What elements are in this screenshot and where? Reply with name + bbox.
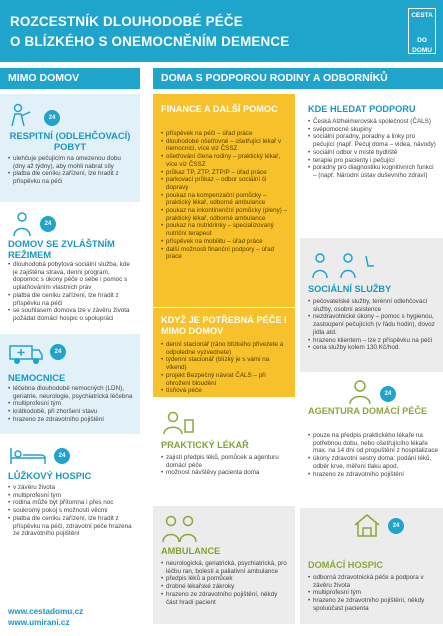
badge-24-icon: 24: [54, 448, 70, 464]
home-hospice-item: • multiprofesní tým: [308, 589, 438, 597]
home-hospice-list: [308, 574, 438, 613]
outside-care-item: • tísňová péče: [161, 387, 289, 395]
outside-care-list: [161, 341, 289, 395]
badge-24-icon: 24: [50, 344, 66, 360]
support-title: KDE HLEDAT PODPORU: [308, 104, 416, 114]
people-icon: [308, 252, 378, 280]
column-header-right: DOMA S PODPOROU RODINY A ODBORNÍKŮ: [153, 68, 443, 89]
logo-text-2: DO: [417, 36, 427, 44]
house-hands-icon: [352, 512, 382, 538]
home-hospice-item: • hrazeno ze zdravotního pojištění, někdy spoluúčast pacienta: [308, 597, 438, 612]
home-hospice-title: DOMÁCÍ HOSPIC: [308, 560, 384, 570]
ambulance-icon: [8, 340, 44, 366]
card-finance-orange: [153, 94, 295, 397]
gp-item: • zajistí předpis léků, pomůcek a agenturu domácí péče: [161, 454, 289, 469]
hospital-item: • krátkodobě, při zhoršení stavu: [8, 408, 134, 416]
bed-icon: [8, 442, 48, 468]
badge-24-icon: 24: [40, 216, 56, 232]
social-item: • nezdravotnické úkony – pomoc s hygienou, zastoupení pečujících (v řádu hodin), dovoz jídla atd.: [308, 313, 438, 336]
finance-item: • poukaz na nutridrinky – specializovaný nutriční terapeut: [161, 222, 289, 237]
finance-item: • poukaz na inkontinenční pomůcky (pleny) – praktický lékař, odborné ambulance: [161, 207, 289, 222]
respite-title: RESPITNÍ (ODLEHČOVACÍ) POBYT: [9, 130, 131, 152]
hospital-item: • multiprofesní tým: [8, 400, 134, 408]
finance-item: • průkaz TP, ZTP, ZTP/P – úřad práce: [161, 169, 289, 177]
badge-24-icon: 24: [388, 518, 404, 534]
ambulance-item: • hrazeno ze zdravotního pojištění, někdy část hradí pacient: [161, 591, 289, 606]
column-header-left: MIMO DOMOV: [0, 68, 140, 89]
card-agency: [300, 376, 443, 504]
home-item: • platba dle ceníku zařízení, lze hradit z příspěvku na péči: [8, 292, 134, 307]
card-inpatient-hospice: [0, 438, 140, 602]
social-item: • hrazeno klientem – lze z příspěvku na péči: [308, 337, 438, 345]
orange-divider: [153, 307, 295, 308]
inpatient-item: • v závěru života: [8, 484, 134, 492]
outside-care-item: • týdenní stacionář (blízký je s vámi na víkend): [161, 356, 289, 371]
agency-item: • hrazeno ze zdravotního pojištění: [308, 471, 438, 479]
url-umirani[interactable]: www.umirani.cz: [8, 618, 70, 627]
support-list: [308, 118, 438, 180]
agency-item: • pouze na předpis praktického lékaře na potřebnou dobu, nebo ošetřujícího lékaře max. na 14 dní od propuštění z hospitalizace: [308, 432, 438, 455]
inpatient-list: [8, 484, 134, 538]
logo-text-3: DOMU: [412, 47, 432, 54]
card-home: [0, 206, 140, 330]
finance-item: • další možnosti finanční podpory – úřad práce: [161, 246, 289, 261]
finance-item: • dlouhodobé ošetřovné – ošetřující lékař v nemocnici, více viz ČSSZ: [161, 138, 289, 153]
support-item: • terapie pro pacienty i pečující: [308, 157, 438, 165]
agency-item: • úkony zdravotní sestry doma: podání léků, odběr krve, měření tlaku apod.: [308, 455, 438, 470]
gp-list: [161, 454, 289, 477]
home-list: [8, 261, 134, 323]
card-hospital: [0, 334, 140, 434]
support-item: • sociální poradny, poradny a linky pro pečující (např. Pečuj doma – videa, návody): [308, 133, 438, 148]
respite-item: • ulehčuje pečujícím na omezenou dobu (dny až týdny), aby mohli nabrat síly: [8, 155, 134, 170]
finance-list: [161, 130, 289, 261]
card-home-hospice: [300, 508, 443, 624]
elderly-person-icon: [8, 210, 36, 238]
social-item: • pečovatelské služby, terénní odlehčovací služby, osobní asistence: [308, 298, 438, 313]
ambulance-title: AMBULANCE: [161, 546, 221, 556]
gp-item: • možnost návštěvy pacienta doma: [161, 469, 289, 477]
hospital-item: • léčebna dlouhodobě nemocných (LDN), geriatrie, neurologie, psychiatrická léčebna: [8, 385, 134, 400]
page-title-line2: O BLÍZKÉHO S ONEMOCNĚNÍM DEMENCE: [10, 34, 290, 49]
support-item: • poradny pro diagnostiku kognitivních funkcí – (např. Národní ústav duševního zdraví): [308, 164, 438, 179]
nurse-icon: [344, 378, 376, 404]
respite-list: [8, 155, 134, 186]
card-social-services: [300, 238, 443, 372]
hospital-title: NEMOCNICE: [8, 372, 66, 383]
card-respite: [0, 94, 140, 202]
home-title: DOMOV SE ZVLÁŠTNÍM REŽIMEM: [8, 238, 115, 260]
inpatient-title: LŮŽKOVÝ HOSPIC: [8, 470, 92, 481]
doctor-icon: [161, 410, 195, 434]
outside-care-title: KDYŽ JE POTŘEBNÁ PÉČE I MIMO DOMOV: [161, 315, 287, 336]
social-list: [308, 298, 438, 352]
finance-item: • ošetřování člena rodiny – praktický lékař, více viz ČSSZ: [161, 153, 289, 168]
ambulance-item: • neurologická, geriatrická, psychiatrická, pro léčbu ran, bolesti a paliativní ambulance: [161, 560, 289, 575]
logo-spacer: [409, 22, 435, 36]
ambulance-item: • drobné lékařské zákroky: [161, 583, 289, 591]
person-lifting-icon: [8, 102, 36, 130]
finance-item: • příspěvek na mobilitu – úřad práce: [161, 238, 289, 246]
card-gp: [153, 402, 295, 502]
logo-text-1: CESTA: [411, 12, 433, 19]
inpatient-item: • soukromý pokoj s možností věcmi: [8, 507, 134, 515]
inpatient-item: • multiprofesní tým: [8, 492, 134, 500]
ambulance-item: • předpis léků a pomůcek: [161, 575, 289, 583]
support-item: • svépomocné skupiny: [308, 126, 438, 134]
inpatient-item: • platba dle ceníku zařízení, lze hradit z příspěvku na péči, zdravotní péče hrazena ze zdravotního pojištění: [8, 515, 134, 538]
agency-title: AGENTURA DOMÁCÍ PÉČE: [308, 406, 428, 416]
badge-24-icon: 24: [44, 110, 60, 126]
card-ambulance: [153, 506, 295, 624]
url-cestadomu[interactable]: www.cestadomu.cz: [8, 607, 84, 616]
home-item: • dlouhodobá pobytová sociální služba, kde je zajištěna strava, denní program, dopomoc s úkony péče o sebe i pomoc s uplatňováním vlastních práv: [8, 261, 134, 292]
outside-care-item: • projekt Bezpečný návrat ČALS – při ohrožení bloudění: [161, 372, 289, 387]
home-item: • se souhlasem domova lze v závěru života požádat domácí hospic o spolupráci: [8, 307, 134, 322]
respite-item: • platba dle ceníku zařízení, lze hradit z příspěvku na péči: [8, 170, 134, 185]
hospital-list: [8, 385, 134, 424]
card-support: [300, 94, 443, 234]
inpatient-item: • rodina může být přítomna i přes noc: [8, 499, 134, 507]
footer-links: [8, 606, 83, 628]
agency-list: [308, 432, 438, 478]
social-item: • cena služby kolem 130 Kč/hod.: [308, 344, 438, 352]
outside-care-item: • denní stacionář (ráno blízkého přivezete a odpoledne vyzvednete): [161, 341, 289, 356]
social-title: SOCIÁLNÍ SLUŽBY: [308, 284, 392, 294]
badge-24-icon: 24: [380, 386, 396, 402]
clinic-people-icon: [161, 514, 199, 542]
gp-title: PRAKTICKÝ LÉKAŘ: [161, 440, 249, 450]
page-title-line1: ROZCESTNÍK DLOUHODOBÉ PÉČE: [10, 14, 243, 29]
ambulance-list: [161, 560, 289, 606]
support-item: • sociální odbor v místě bydliště: [308, 149, 438, 157]
finance-item: • příspěvek na péči – úřad práce: [161, 130, 289, 138]
hospital-item: • hrazeno ze zdravotního pojištění: [8, 416, 134, 424]
cesta-domu-logo: [408, 8, 436, 54]
finance-item: • poukaz na kompenzační pomůcky – praktický lékař, odborné ambulance: [161, 192, 289, 207]
header-banner: [0, 0, 443, 62]
support-item: • Česká Alzheimerovská společnost (ČALS): [308, 118, 438, 126]
home-hospice-item: • odborná zdravotnická péče a podpora v závěru života: [308, 574, 438, 589]
finance-item: • parkovací průkaz – odbor sociální či dopravy: [161, 176, 289, 191]
finance-title: FINANCE A DALŠÍ POMOC: [161, 104, 278, 114]
